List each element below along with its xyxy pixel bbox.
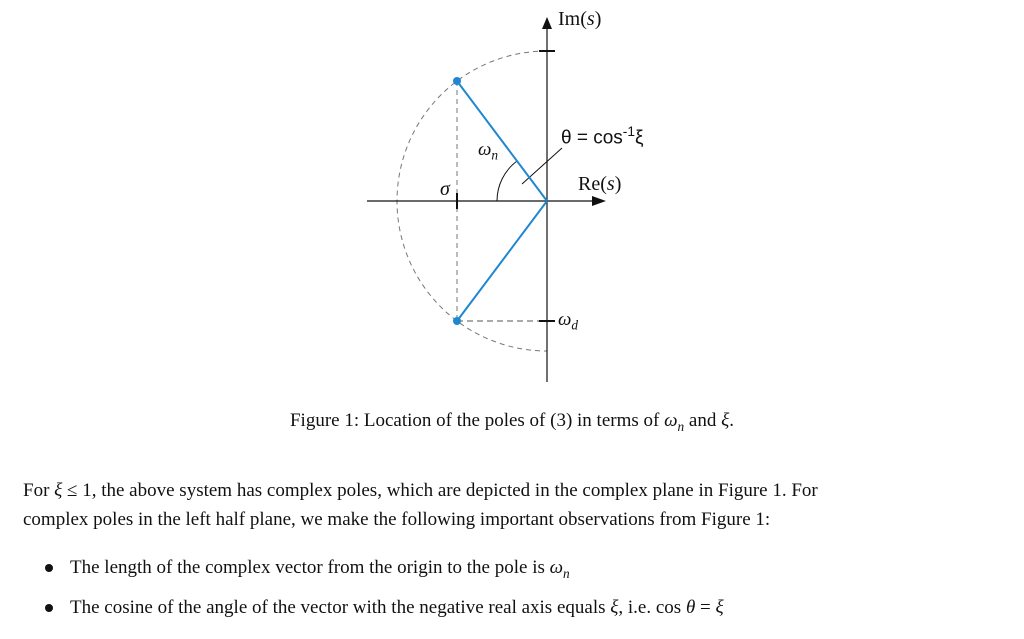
real-axis-arrow-icon: [592, 196, 606, 206]
observations-list: [40, 552, 724, 632]
list-item: The cosine of the angle of the vector with the negative real axis equals ξ, i.e. cos θ = ξ: [40, 592, 724, 632]
omega-n-label: $\omega_n$: [478, 139, 499, 163]
real-axis-label: Re(s): [578, 173, 622, 195]
sigma-label: σ: [440, 178, 450, 200]
theta-label: $\theta = \cos^{-1}\xi$: [561, 124, 644, 149]
lower-pole-marker: [453, 317, 461, 325]
bullet-icon: [45, 564, 53, 572]
bullet-icon: [45, 604, 53, 612]
paragraph-line-1: For ξ ≤ 1, the above system has complex poles, which are depicted in the complex plane in Figure 1. For: [23, 480, 818, 501]
upper-pole-marker: [453, 77, 461, 85]
upper-pole-vector: [457, 81, 547, 201]
figure-caption: Figure 1: Location of the poles of (3) in terms of $\omega_n$ and ξ.: [289, 410, 734, 434]
list-item: The length of the complex vector from the origin to the pole is $\omega_n$: [40, 552, 724, 592]
lower-pole-vector: [457, 201, 547, 321]
theta-angle-arc: [497, 161, 517, 201]
paragraph-line-2: complex poles in the left half plane, we make the following important observations from Figure 1:: [23, 509, 771, 530]
imaginary-axis-label: Im(s): [558, 8, 602, 30]
omega-d-label: $\omega_d$: [558, 309, 579, 333]
imaginary-axis-arrow-icon: [542, 17, 552, 29]
theta-leader-line: [522, 148, 562, 184]
